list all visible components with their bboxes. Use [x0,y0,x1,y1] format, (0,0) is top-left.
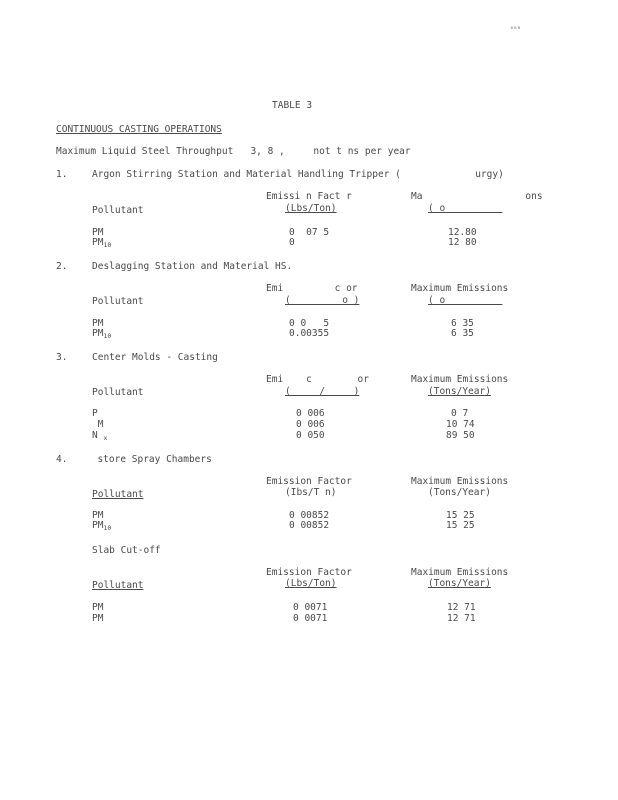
pollutant-name: M [92,419,104,430]
pollutant-name: PM [92,510,104,521]
col-factor-header: Emissi n Fact r [266,191,352,202]
emission-factor-value: 0 00852 [289,520,330,531]
emission-factor-value: 0 0 5 [289,318,330,329]
col-max-units: ( o [428,203,503,214]
max-emission-value: 15 25 [446,520,475,531]
col-factor-units: (Lbs/Ton) [285,203,337,214]
col-factor-header: Emission Factor [266,476,352,487]
section-title: Deslagging Station and Material HS. [92,261,293,272]
section-title: Slab Cut-off [92,545,161,556]
col-max-units: (Tons/Year) [428,487,491,498]
throughput-line: Maximum Liquid Steel Throughput 3, 8 , not t ns per year [56,146,411,157]
section-title: Argon Stirring Station and Material Handling Tripper ( urgy) [92,169,504,180]
emission-factor-value: 0.00355 [289,328,330,339]
emission-factor-value: 0 [289,237,295,248]
emission-factor-value: 0 006 [296,408,325,419]
pollutant-name: N [92,430,104,441]
section-number: 3. [56,352,68,363]
section-heading: CONTINUOUS CASTING OPERATIONS [56,124,222,135]
table-row: $PM_{10}$ [92,520,112,532]
table-row [92,409,98,420]
max-emission-value: 15 25 [446,510,475,521]
col-factor-header: Emi c or [266,374,369,385]
col-factor-header: Emission Factor [266,567,352,578]
page-corner-mark: ᴮᴮᴮ [510,26,521,33]
col-max-units: (Tons/Year) [428,386,491,397]
section-number: 4. [56,454,68,465]
pollutant-name: PM [92,227,104,238]
max-emission-value: 0 7 [451,408,469,419]
pollutant-name: PM [92,520,104,531]
table-row [92,420,103,431]
max-emission-value: 10 74 [446,419,475,430]
section-number: 2. [56,261,68,272]
pollutant-name: PM [92,613,104,624]
col-max-header: Maximum Emissions [411,476,509,487]
pollutant-col-header: Pollutant [92,296,144,307]
max-emission-value: 89 50 [446,430,475,441]
col-max-units: ( o [428,295,503,306]
section-number: 1. [56,169,68,180]
col-factor-units: (Lbs/Ton) [285,578,337,589]
col-max-header: Maximum Emissions [411,567,509,578]
max-emission-value: 6 35 [451,318,474,329]
col-factor-units: ( / ) [285,386,360,397]
pollutant-name: PM [92,328,104,339]
max-emission-value: 12 80 [448,237,477,248]
pollutant-name: PM [92,318,104,329]
emission-factor-value: 0 006 [296,419,325,430]
pollutant-col-header: Pollutant [92,205,144,216]
emission-factor-value: 0 07 5 [289,227,330,238]
emission-factor-value: 0 050 [296,430,325,441]
section-title: Center Molds - Casting [92,352,218,363]
emission-factor-value: 0 0071 [293,602,328,613]
col-factor-units: ( o ) [285,295,360,306]
pollutant-col-header: Pollutant [92,387,144,398]
pollutant-name: PM [92,237,104,248]
col-max-header: Maximum Emissions [411,283,509,294]
col-factor-header: Emi c or [266,283,358,294]
table-row: N $_x$ [92,430,108,442]
col-factor-units: (Ibs/T n) [285,487,337,498]
col-max-units: (Tons/Year) [428,578,491,589]
pollutant-col-header: Pollutant [92,489,144,500]
emission-factor-value: 0 0071 [293,613,328,624]
table-row [92,614,103,624]
table-row: $PM_{10}$ [92,328,112,340]
table-title: TABLE 3 [272,100,313,111]
table-row: $PM_{10}$ [92,237,112,249]
emission-factor-value: 0 00852 [289,510,330,521]
pollutant-name: PM [92,602,104,613]
max-emission-value: 6 35 [451,328,474,339]
pollutant-col-header: Pollutant [92,580,144,591]
pollutant-name: P [92,408,98,419]
max-emission-value: 12.80 [448,227,477,238]
max-emission-value: 12 71 [447,613,476,624]
col-max-header: Ma ons [411,191,543,202]
section-title: store Spray Chambers [86,454,212,465]
col-max-header: Maximum Emissions [411,374,509,385]
table-row [92,603,103,613]
max-emission-value: 12 71 [447,602,476,613]
